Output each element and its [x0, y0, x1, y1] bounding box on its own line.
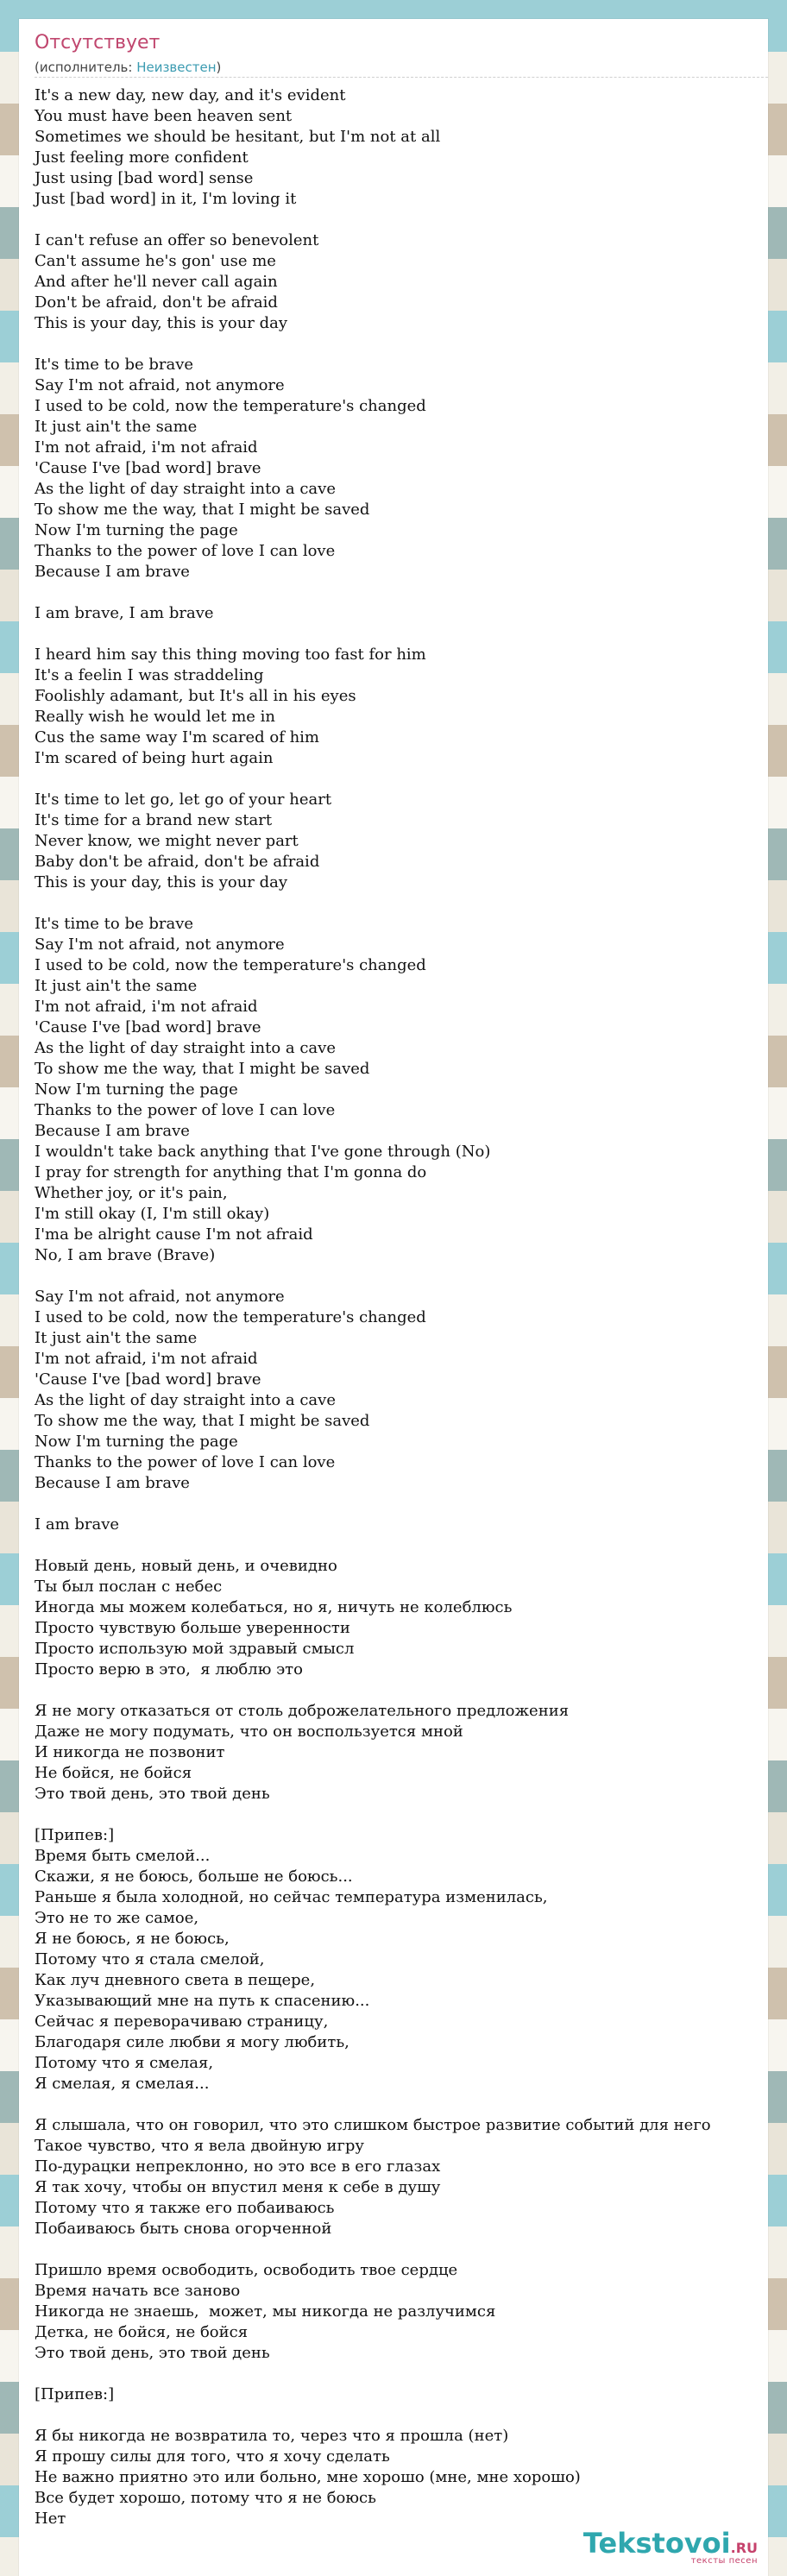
- logo-name: Tekstovoi: [582, 2527, 731, 2560]
- artist-prefix: (исполнитель:: [35, 60, 137, 75]
- artist-suffix: ): [216, 60, 222, 75]
- logo-tld: .RU: [730, 2540, 758, 2556]
- lyrics-text: It's a new day, new day, and it's evident You must have been heaven sent Sometimes we should be hesitant, but I'm not at all Just feeling more confident Just using [bad word] sense Just [bad word] in it, I'm loving it I can't refuse an offer so benevolent Can't assume he's gon' use me And after he'll never call again Don't be afraid, don't be afraid This is your day, this is your day It's time to be brave Say I'm not afraid, not anymore I used to be cold, now the temperature's changed It just ain't the same I'm not afraid, i'm not afraid 'Cause I've [bad word] brave As the light of day straight into a cave To show me the way, that I might be saved Now I'm turning the page Thanks to the power of love I can love Because I am brave I am brave, I am brave I heard him say this thing moving too fast for him It's a feelin I was straddeling Foolishly adamant, but It's all in his eyes Really wish he would let me in Cus the same way I'm scared of him I'm scared of being hurt again It's time to let go, let go of your heart It's time for a brand new start Never know, we might never part Baby don't be afraid, don't be afraid This is your day, this is your day It's time to be brave Say I'm not afraid, not anymore I used to be cold, now the temperature's changed It just ain't the same I'm not afraid, i'm not afraid 'Cause I've [bad word] brave As the light of day straight into a cave To show me the way, that I might be saved Now I'm turning the page Thanks to the power of love I can love Because I am brave I wouldn't take back anything that I've gone through (No) I pray for strength for anything that I'm gonna do Whether joy, or it's pain, I'm still okay (I, I'm still okay) I'ma be alright cause I'm not afraid No, I am brave (Brave) Say I'm not afraid, not anymore I used to be cold, now the temperature's changed It just ain't the same I'm not afraid, i'm not afraid 'Cause I've [bad word] brave As the light of day straight into a cave To show me the way, that I might be saved Now I'm turning the page Thanks to the power of love I can love Because I am brave I am brave Новый день, новый день, и очевидно Ты был послан с небес Иногда мы можем колебаться, но я, ничуть не колеблюсь Просто чувствую больше уверенности Просто использую мой здравый смысл Просто верю в это, я люблю это Я не могу отказаться от столь доброжелательного предложения Даже не могу подумать, что он воспользуется мной И никогда не позвонит Не бойся, не бойся Это твой день, это твой день [Припев:] Время быть смелой... Скажи, я не боюсь, больше не боюсь... Раньше я была холодной, но сейчас температура изменилась, Это не то же самое, Я не боюсь, я не боюсь, Потому что я стала смелой, Как луч дневного света в пещере, Указывающий мне на путь к спасению... Сейчас я переворачиваю страницу, Благодаря силе любви я могу любить, Потому что я смелая, Я смелая, я смелая... Я слышала, что он говорил, что это слишком быстрое развитие событий для него Такое чувство, что я вела двойную игру По-дурацки непреклонно, но это все в его глазах Я так хочу, чтобы он впустил меня к себе в душу Потому что я также его побаиваюсь Побаиваюсь быть снова огорченной Пришло время освободить, освободить твое сердце Время начать все заново Никогда не знаешь, может, мы никогда не разлучимся Детка, не бойся, не бойся Это твой день, это твой день [Припев:] Я бы никогда не возвратила то, через что я прошла (нет) Я прошу силы для того, что я хочу сделать Не важно приятно это или больно, мне хорошо (мне, мне хорошо) Все будет хорошо, потому что я не боюсь Нет: [35, 86, 711, 2528]
- artist-link[interactable]: Неизвестен: [136, 60, 217, 75]
- lyrics-page: [19, 19, 768, 2576]
- song-title: Отсутствует: [35, 32, 161, 54]
- title-divider: [35, 77, 768, 78]
- site-logo[interactable]: [583, 2529, 758, 2566]
- logo-tagline: тексты песен: [690, 2556, 758, 2566]
- artist-line: [35, 60, 221, 75]
